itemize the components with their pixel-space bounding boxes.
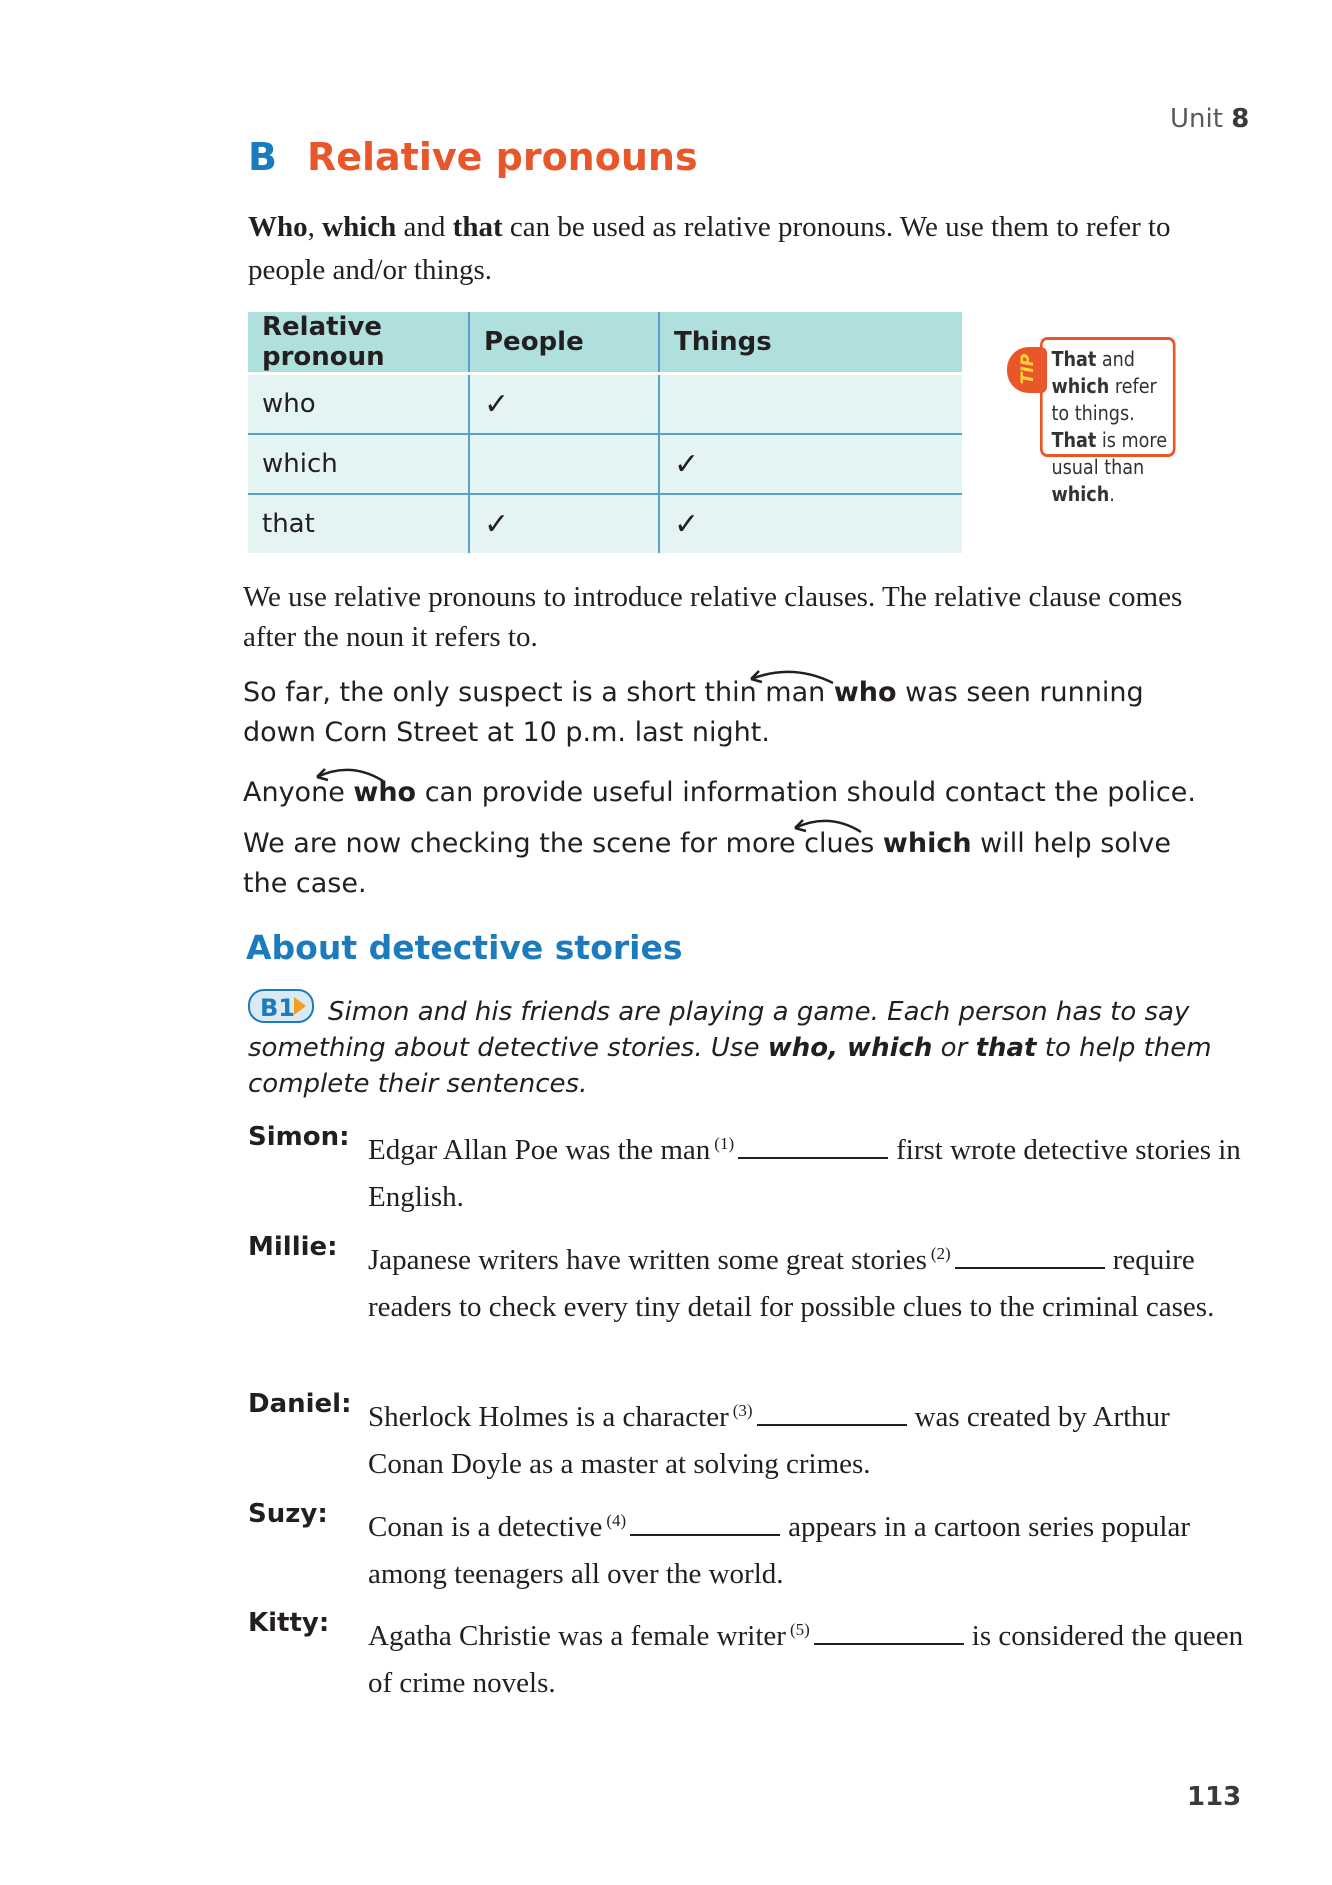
blank-number: (1) bbox=[714, 1134, 735, 1153]
tip-text: is more usual than bbox=[1051, 428, 1168, 479]
example-text: can provide useful information should contact the police. bbox=[416, 777, 1196, 808]
play-icon bbox=[294, 997, 306, 1015]
speaker-name: Kitty: bbox=[248, 1608, 330, 1638]
table-row bbox=[248, 494, 962, 553]
exercise-sentence bbox=[368, 1497, 1248, 1598]
example-text: We are now checking the scene for more clues bbox=[243, 828, 883, 859]
speaker-name: Millie: bbox=[248, 1232, 338, 1262]
unit-word: Unit bbox=[1170, 104, 1223, 134]
section-heading bbox=[248, 135, 698, 179]
unit-number: 8 bbox=[1231, 104, 1250, 134]
pronoun-cell: who bbox=[248, 374, 469, 435]
track-label: B1 bbox=[260, 994, 295, 1022]
table-row bbox=[248, 434, 962, 494]
example-sentence bbox=[243, 773, 1223, 813]
example-text: was seen running down Corn Street at 10 p.m. last night. bbox=[243, 677, 1144, 748]
table-header-row bbox=[248, 312, 962, 374]
example-pronoun: who bbox=[353, 777, 417, 808]
sentence-text: Agatha Christie was a female writer bbox=[368, 1620, 786, 1652]
exercise-sentence bbox=[368, 1606, 1248, 1707]
intro-word-which: which bbox=[322, 211, 397, 243]
task-instructions bbox=[248, 989, 1248, 1102]
people-check-cell: ✓ bbox=[469, 494, 659, 553]
about-heading: About detective stories bbox=[246, 928, 683, 967]
sentence-text: Edgar Allan Poe was the man bbox=[368, 1134, 711, 1166]
instruction-text: Simon and his friends are playing a game. Each person has to say something about detective stories. Use bbox=[248, 997, 1190, 1063]
intro-sep: and bbox=[396, 211, 453, 243]
table-row bbox=[248, 374, 962, 435]
tip-text: . bbox=[1109, 482, 1115, 506]
blank-number: (2) bbox=[930, 1244, 951, 1263]
unit-label bbox=[1170, 104, 1249, 134]
answer-blank[interactable] bbox=[738, 1135, 888, 1159]
tip-text: and bbox=[1096, 347, 1135, 371]
blank-number: (4) bbox=[606, 1511, 627, 1530]
audio-track-badge[interactable] bbox=[248, 989, 314, 1023]
exercise-sentence bbox=[368, 1230, 1248, 1331]
example-text: Anyone bbox=[243, 777, 354, 808]
explanation-paragraph: We use relative pronouns to introduce relative clauses. The relative clause comes after the noun it refers to. bbox=[243, 581, 1183, 653]
sentence-text: first wrote detective stories in English. bbox=[368, 1134, 1241, 1213]
instruction-text: to help them complete their sentences. bbox=[248, 1033, 1212, 1099]
reference-arrow-icon bbox=[311, 763, 391, 789]
people-check-cell bbox=[469, 434, 659, 494]
instruction-text: or bbox=[932, 1033, 976, 1063]
exercise-sentence bbox=[368, 1387, 1248, 1488]
page-number: 113 bbox=[1187, 1782, 1242, 1812]
reference-arrow-icon bbox=[743, 665, 843, 691]
answer-blank[interactable] bbox=[630, 1512, 780, 1536]
instruction-bold: that bbox=[975, 1033, 1037, 1063]
things-check-cell: ✓ bbox=[659, 494, 962, 553]
header-things: Things bbox=[659, 312, 962, 374]
pronoun-cell: that bbox=[248, 494, 469, 553]
things-check-cell bbox=[659, 374, 962, 435]
example-pronoun: who bbox=[833, 677, 897, 708]
tip-bold: which bbox=[1051, 482, 1110, 506]
intro-word-that: that bbox=[452, 211, 503, 243]
example-sentence bbox=[243, 673, 1223, 753]
sentence-text: Sherlock Holmes is a character bbox=[368, 1401, 729, 1433]
answer-blank[interactable] bbox=[757, 1402, 907, 1426]
header-people: People bbox=[469, 312, 659, 374]
section-title: Relative pronouns bbox=[306, 135, 698, 179]
speaker-name: Daniel: bbox=[248, 1389, 352, 1419]
pronoun-cell: which bbox=[248, 434, 469, 494]
intro-word-who: Who bbox=[248, 211, 308, 243]
sentence-text: was created by Arthur Conan Doyle as a master at solving crimes. bbox=[368, 1401, 1170, 1480]
example-text: So far, the only suspect is a short thin man bbox=[243, 677, 834, 708]
tip-bold: which bbox=[1051, 374, 1110, 398]
tip-text: refer to things. bbox=[1051, 374, 1157, 425]
things-check-cell: ✓ bbox=[659, 434, 962, 494]
tip-bold: That bbox=[1051, 347, 1097, 371]
answer-blank[interactable] bbox=[955, 1245, 1105, 1269]
section-letter: B bbox=[248, 135, 277, 179]
intro-rest: can be used as relative pronouns. We use them to refer to people and/or things. bbox=[248, 211, 1171, 286]
header-relative-pronoun: Relative pronoun bbox=[248, 312, 469, 374]
speaker-name: Simon: bbox=[248, 1122, 350, 1152]
answer-blank[interactable] bbox=[814, 1621, 964, 1645]
sentence-text: Conan is a detective bbox=[368, 1511, 603, 1543]
people-check-cell: ✓ bbox=[469, 374, 659, 435]
tip-bold: That bbox=[1051, 428, 1097, 452]
relative-pronoun-table bbox=[248, 312, 962, 553]
example-pronoun: which bbox=[882, 828, 972, 859]
intro-sep: , bbox=[307, 211, 323, 243]
speaker-name: Suzy: bbox=[248, 1499, 328, 1529]
blank-number: (5) bbox=[789, 1620, 810, 1639]
example-sentence bbox=[243, 824, 1223, 904]
sentence-text: is considered the queen of crime novels. bbox=[368, 1620, 1244, 1699]
example-text: will help solve the case. bbox=[243, 828, 1171, 899]
intro-paragraph bbox=[248, 206, 1208, 292]
sentence-text: Japanese writers have written some great stories bbox=[368, 1244, 927, 1276]
sentence-text: require readers to check every tiny detail for possible clues to the criminal cases. bbox=[368, 1244, 1215, 1323]
exercise-sentence bbox=[368, 1120, 1248, 1221]
sentence-text: appears in a cartoon series popular among teenagers all over the world. bbox=[368, 1511, 1190, 1590]
tip-badge-label: TIP bbox=[1018, 353, 1039, 385]
reference-arrow-icon bbox=[789, 814, 869, 840]
blank-number: (3) bbox=[732, 1401, 753, 1420]
tip-box bbox=[1040, 337, 1176, 506]
instruction-bold: who, which bbox=[767, 1033, 933, 1063]
